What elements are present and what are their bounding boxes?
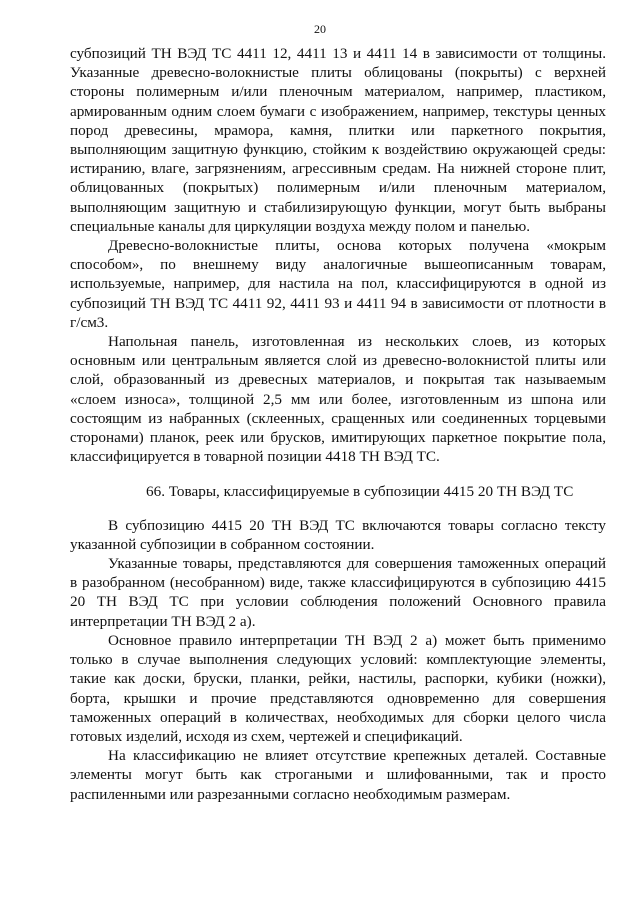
page-number: 20 [314, 22, 326, 36]
paragraph-floor-panel: Напольная панель, изготовленная из нескольких слоев, из которых основным или центральным является слой из древесно-волокнистой плиты или слой, образованный из древесных материалов, и покрытая так называемым «слоем износа», толщиной 2,5 мм или более, изготовленным из шпона или состоящим из набранных (склеенных, сращенных или соединенных торцевыми сторонами) планок, реек или брусков, имитирующих паркетное покрытие пола, классифицируется в товарной позиции 4418 ТН ВЭД ТС. [70, 333, 606, 466]
paragraph-wet-process-boards: Древесно-волокнистые плиты, основа которых получена «мокрым способом», по внешнему виду аналогичные вышеописанным товарам, используемые, например, для настила на пол, классифицируются в одной из субпозиций ТН ВЭД ТС 4411 92, 4411 93 и 4411 94 в зависимости от плотности в г/см3. [70, 237, 606, 331]
section-heading-66: 66. Товары, классифицируемые в субпозиции 4415 20 ТН ВЭД ТС [146, 483, 574, 501]
paragraph-rule-2a-conditions: Основное правило интерпретации ТН ВЭД 2 а) может быть применимо только в случае выполнения следующих условий: комплектующие элементы, такие как доски, бруски, планки, рейки, настилы, распорки, кубики (ножки), борта, крышки и прочие представляются одновременно для совершения таможенных операций в количествах, необходимых для сборки целого числа готовых изделий, исходя из схем, чертежей и спецификаций. [70, 631, 606, 745]
paragraph-disassembled-goods: Указанные товары, представляются для совершения таможенных операций в разобранном (несобранном) виде, также классифицируются в субпозицию 4415 20 ТН ВЭД ТС при условии соблюдения положений Основного правила интерпретации ТН ВЭД 2 а). [70, 555, 606, 630]
document-body [70, 44, 606, 804]
paragraph-thickness-subheadings: субпозиций ТН ВЭД ТС 4411 12, 4411 13 и 4411 14 в зависимости от толщины. Указанные древесно-волокнистые плиты облицованы (покрыты) с верхней стороны полимерным и/или пленочным материалом, например, пластиком, армированным одним слоем бумаги с изображением, например, текстуры ценных пород древесины, мрамора, камня, плитки или паркетного покрытия, выполняющим защитную функцию, стойким к воздействию окружающей среды: истиранию, влаге, загрязнениям, агрессивным средам. На нижней стороне плит, облицованных (покрытых) полимерным и/или пленочным материалом, выполняющим защитную и стабилизирующую функции, могут быть выбраны специальные каналы для циркуляции воздуха между полом и панелью. [70, 45, 606, 235]
paragraph-fasteners: На классификацию не влияет отсутствие крепежных деталей. Составные элементы могут быть как строгаными и шлифованными, так и просто распиленными или разрезанными согласно необходимым размерам. [70, 747, 606, 803]
paragraph-subheading-scope: В субпозицию 4415 20 ТН ВЭД ТС включаются товары согласно тексту указанной субпозиции в собранном состоянии. [70, 516, 606, 553]
